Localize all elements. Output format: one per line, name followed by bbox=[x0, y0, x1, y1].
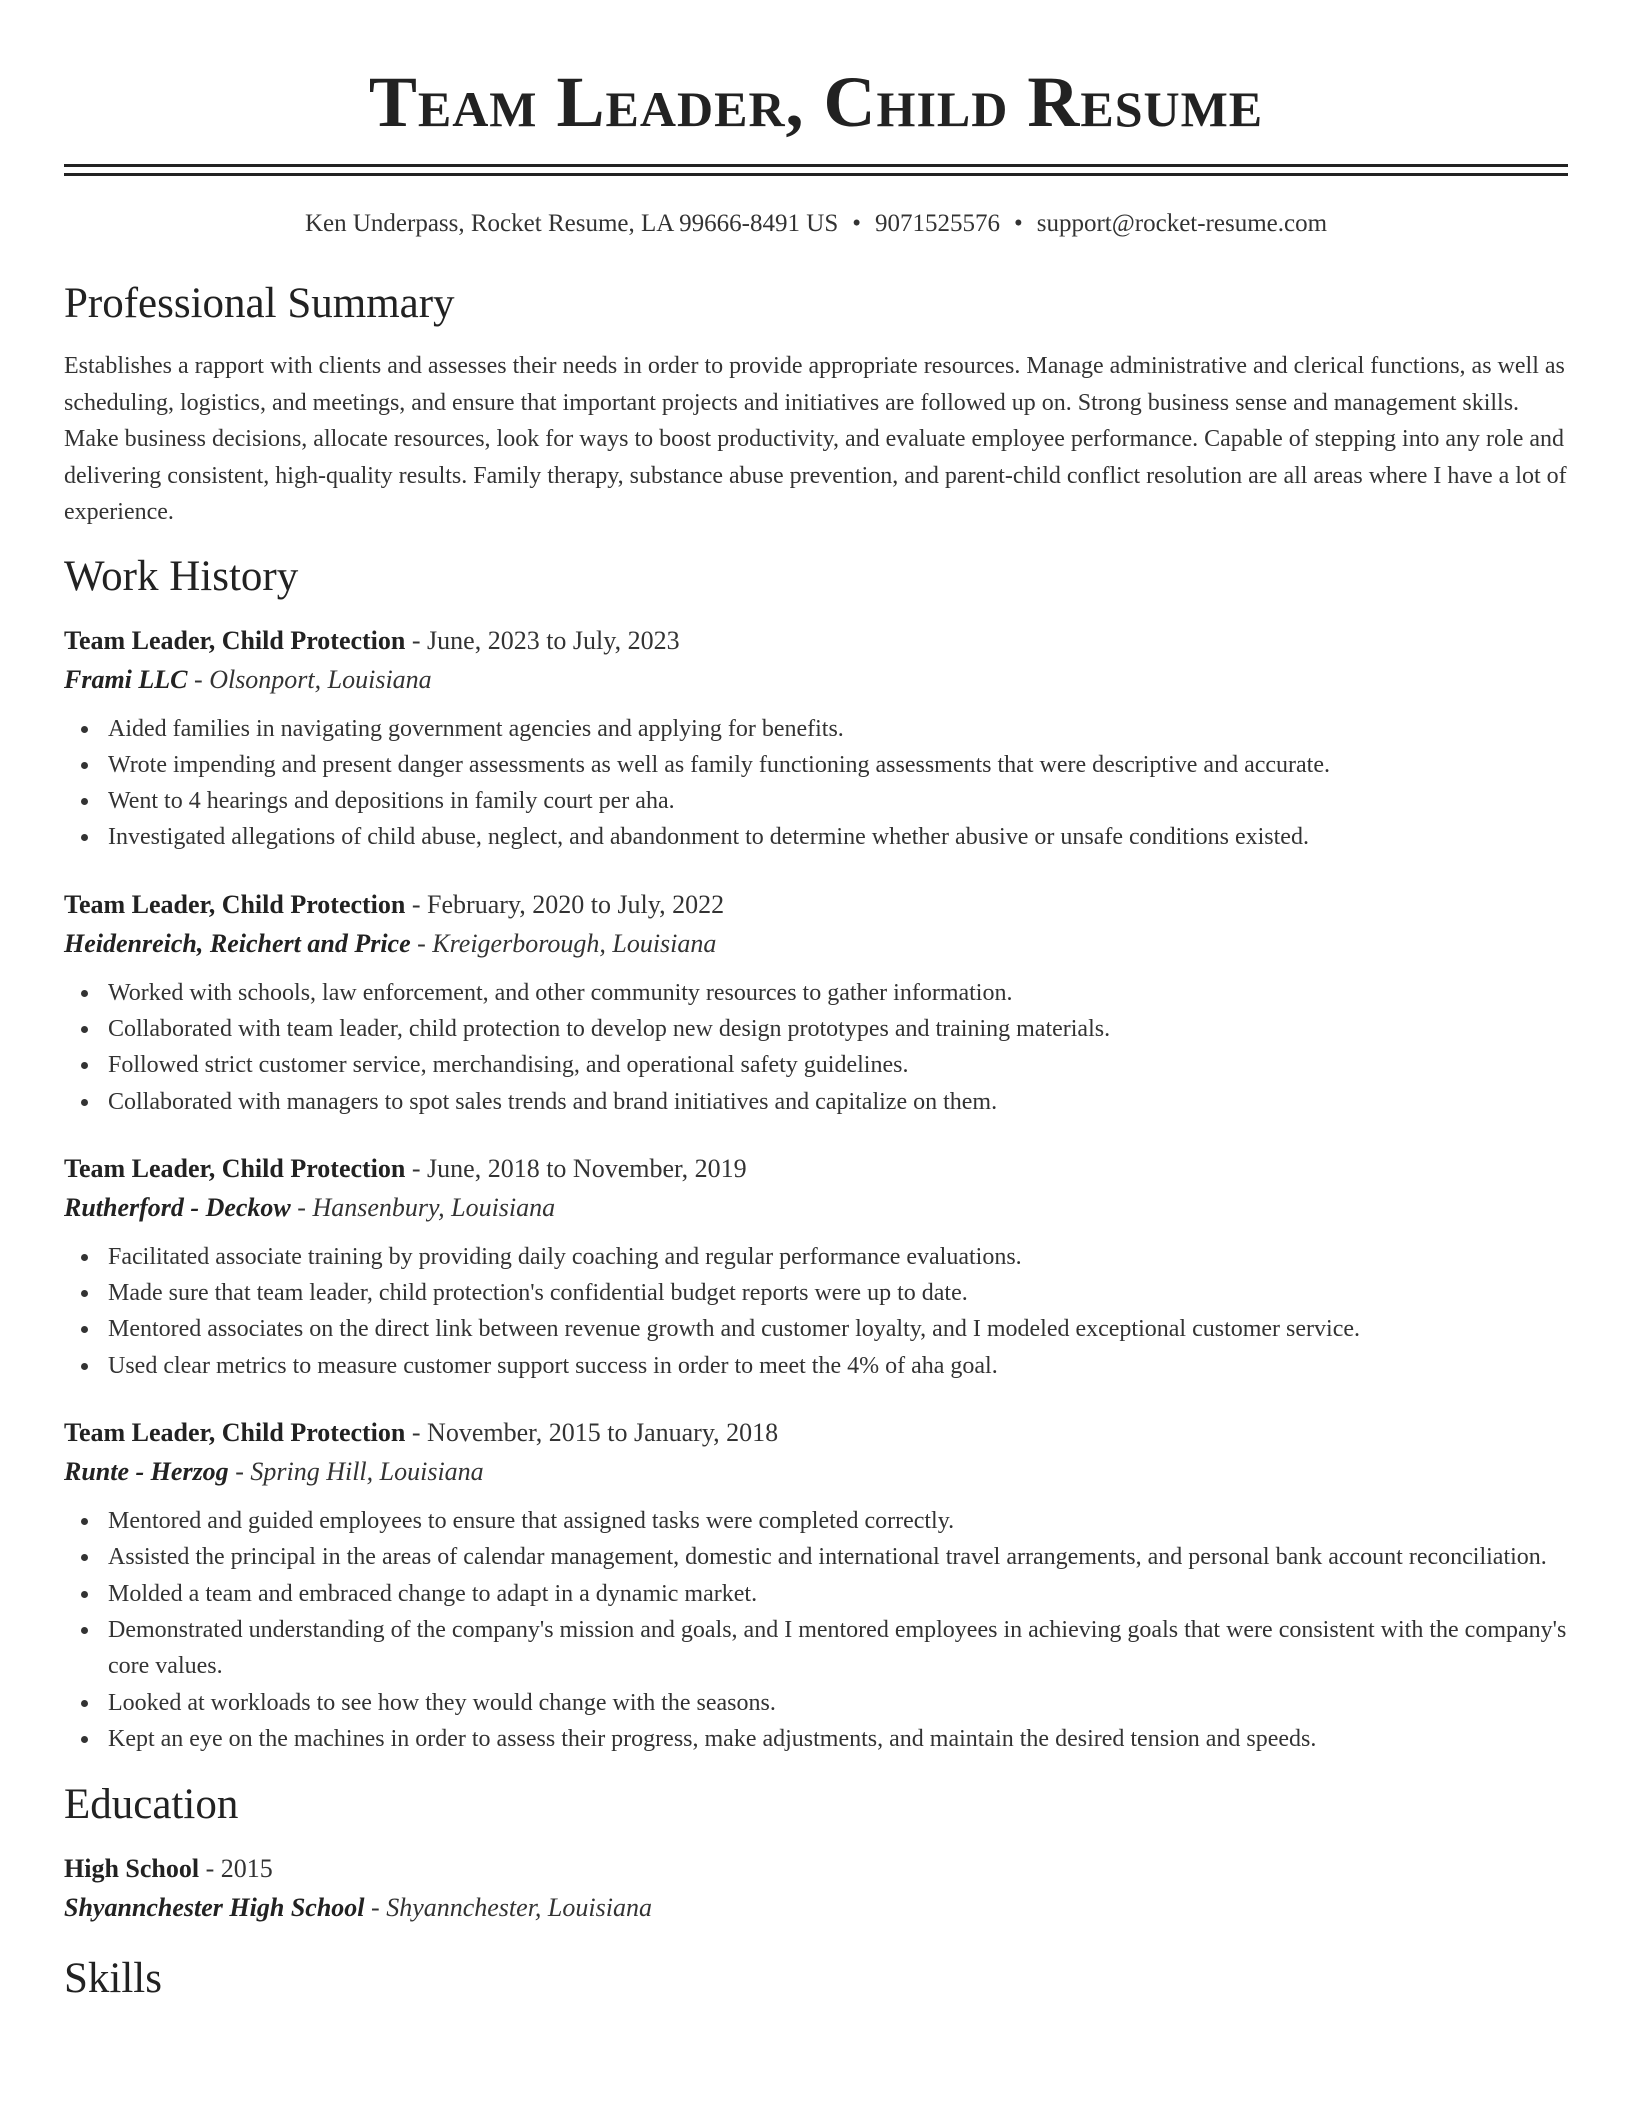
company-name: Heidenreich, Reichert and Price bbox=[64, 928, 411, 958]
job-bullet: Collaborated with managers to spot sales trends and brand initiatives and capitalize on them. bbox=[108, 1084, 1568, 1120]
company-line: Rutherford - Deckow - Hansenbury, Louisiana bbox=[64, 1192, 556, 1222]
job-bullets bbox=[64, 1503, 1568, 1757]
company-line: Frami LLC - Olsonport, Louisiana bbox=[64, 664, 432, 694]
job-bullet: Mentored and guided employees to ensure that assigned tasks were completed correctly. bbox=[108, 1503, 1568, 1539]
summary-heading: Professional Summary bbox=[64, 280, 455, 327]
job-title-line: Team Leader, Child Protection - June, 2018 to November, 2019 bbox=[64, 1153, 747, 1183]
contact-separator: • bbox=[852, 210, 861, 237]
company-name: Runte - Herzog bbox=[64, 1457, 229, 1487]
job-title: Team Leader, Child Protection bbox=[64, 1153, 406, 1183]
job-title-line: Team Leader, Child Protection - June, 2023 to July, 2023 bbox=[64, 625, 680, 655]
job-bullet: Followed strict customer service, merchandising, and operational safety guidelines. bbox=[108, 1047, 1568, 1083]
school-name: Shyannchester High School bbox=[64, 1893, 365, 1923]
job-title: Team Leader, Child Protection bbox=[64, 625, 406, 655]
school-line: Shyannchester High School - Shyannchester, Louisiana bbox=[64, 1893, 652, 1923]
contact-line bbox=[64, 208, 1568, 240]
job-title-line: Team Leader, Child Protection - November, 2015 to January, 2018 bbox=[64, 1418, 779, 1448]
company-location: Hansenbury, Louisiana bbox=[312, 1192, 556, 1222]
contact-address: Ken Underpass, Rocket Resume, LA 99666-8491 US bbox=[304, 210, 839, 237]
graduation-year: 2015 bbox=[220, 1854, 273, 1884]
job-bullet: Facilitated associate training by providing daily coaching and regular performance evaluations. bbox=[108, 1239, 1568, 1275]
job-title-line: Team Leader, Child Protection - February, 2020 to July, 2022 bbox=[64, 889, 725, 919]
job-bullet: Aided families in navigating government agencies and applying for benefits. bbox=[108, 711, 1568, 747]
job-bullet: Used clear metrics to measure customer support success in order to meet the 4% of aha goal. bbox=[108, 1348, 1568, 1384]
job-bullet: Made sure that team leader, child protection's confidential budget reports were up to date. bbox=[108, 1275, 1568, 1311]
company-location: Kreigerborough, Louisiana bbox=[432, 928, 717, 958]
job-bullet: Went to 4 hearings and depositions in family court per aha. bbox=[108, 783, 1568, 819]
company-location: Spring Hill, Louisiana bbox=[250, 1457, 484, 1487]
contact-email: support@rocket-resume.com bbox=[1036, 210, 1328, 237]
contact-separator: • bbox=[1013, 210, 1023, 237]
job-dates: June, 2023 to July, 2023 bbox=[427, 625, 680, 655]
job-bullet: Assisted the principal in the areas of calendar management, domestic and international travel arrangements, and personal bank account reconciliation. bbox=[108, 1539, 1568, 1575]
job-bullet: Worked with schools, law enforcement, and other community resources to gather information. bbox=[108, 975, 1568, 1011]
job-bullet: Wrote impending and present danger assessments as well as family functioning assessments that were descriptive and accurate. bbox=[108, 747, 1568, 783]
job-bullet: Mentored associates on the direct link between revenue growth and customer loyalty, and I modeled exceptional customer service. bbox=[108, 1311, 1568, 1347]
job-bullet: Collaborated with team leader, child protection to develop new design prototypes and training materials. bbox=[108, 1011, 1568, 1047]
education-heading: Education bbox=[64, 1781, 239, 1829]
job-dates: February, 2020 to July, 2022 bbox=[427, 889, 725, 919]
job-bullet: Kept an eye on the machines in order to assess their progress, make adjustments, and maintain the desired tension and speeds. bbox=[108, 1721, 1568, 1757]
title-rule-top bbox=[64, 164, 1568, 167]
job-title: Team Leader, Child Protection bbox=[64, 889, 406, 919]
job-entry bbox=[64, 621, 1568, 856]
job-bullet: Investigated allegations of child abuse, neglect, and abandonment to determine whether abusive or unsafe conditions existed. bbox=[108, 819, 1568, 855]
company-line: Heidenreich, Reichert and Price - Kreigerborough, Louisiana bbox=[64, 928, 717, 958]
job-bullets bbox=[64, 975, 1568, 1120]
job-bullet: Molded a team and embraced change to adapt in a dynamic market. bbox=[108, 1576, 1568, 1612]
education-entry bbox=[64, 1849, 1568, 1927]
company-name: Rutherford - Deckow bbox=[64, 1192, 291, 1222]
job-bullet: Demonstrated understanding of the company's mission and goals, and I mentored employees in achieving goals that were consistent with the company's core values. bbox=[108, 1612, 1568, 1685]
summary-text: Establishes a rapport with clients and assesses their needs in order to provide appropriate resources. Manage administrative and clerical functions, as well as scheduling, logistics, and meetings, and ensure that important projects and initiatives are followed up on. Strong business sense and management skills. Make business decisions, allocate resources, look for ways to boost productivity, and evaluate employee performance. Capable of stepping into any role and delivering consistent, high-quality results. Family therapy, substance abuse prevention, and parent-child conflict resolution are all areas where I have a lot of experience. bbox=[64, 353, 1567, 525]
job-dates: June, 2018 to November, 2019 bbox=[427, 1153, 747, 1183]
title-rule-bottom bbox=[64, 173, 1568, 176]
job-title: Team Leader, Child Protection bbox=[64, 1418, 406, 1448]
job-entry bbox=[64, 885, 1568, 1120]
degree: High School bbox=[64, 1854, 200, 1884]
skills-heading: Skills bbox=[64, 1955, 162, 2003]
job-bullet: Looked at workloads to see how they would change with the seasons. bbox=[108, 1685, 1568, 1721]
contact-phone: 9071525576 bbox=[874, 210, 1000, 237]
degree-line: High School - 2015 bbox=[64, 1854, 273, 1884]
company-name: Frami LLC bbox=[64, 664, 188, 694]
job-bullets bbox=[64, 1239, 1568, 1384]
job-dates: November, 2015 to January, 2018 bbox=[427, 1418, 779, 1448]
job-entry bbox=[64, 1149, 1568, 1384]
job-bullets bbox=[64, 711, 1568, 856]
school-location: Shyannchester, Louisiana bbox=[386, 1893, 652, 1923]
company-line: Runte - Herzog - Spring Hill, Louisiana bbox=[64, 1457, 484, 1487]
work-history-heading: Work History bbox=[64, 552, 299, 600]
resume-title: Team Leader, Child Resume bbox=[368, 62, 1264, 142]
job-entry bbox=[64, 1413, 1568, 1757]
company-location: Olsonport, Louisiana bbox=[209, 664, 432, 694]
